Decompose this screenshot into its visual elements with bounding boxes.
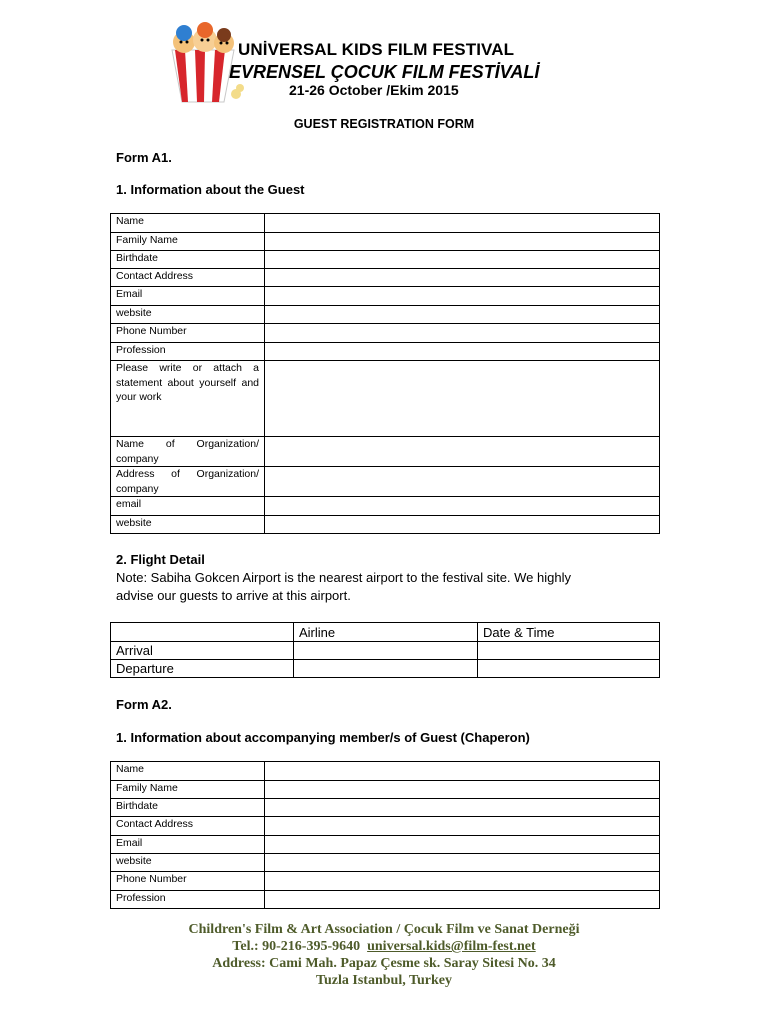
website-input[interactable] <box>265 306 660 324</box>
airport-note <box>116 569 651 605</box>
field-label: Birthdate <box>111 251 265 269</box>
field-label: Address of Organization/ company <box>111 467 265 497</box>
field-label: email <box>111 497 265 516</box>
table-row <box>111 467 660 497</box>
table-row <box>111 854 660 872</box>
statement-input[interactable] <box>265 361 660 437</box>
phone-number-input[interactable] <box>265 324 660 343</box>
field-label: Profession <box>111 891 265 909</box>
organization-name-input[interactable] <box>265 437 660 467</box>
guest-info-table <box>110 213 660 534</box>
field-label: Please write or attach a statement about yourself and your work <box>111 361 265 437</box>
organization-website-input[interactable] <box>265 516 660 534</box>
table-row <box>111 836 660 854</box>
footer-contact <box>0 938 768 955</box>
table-row <box>111 361 660 437</box>
airport-note-line2: advise our guests to arrive at this airport. <box>116 588 351 603</box>
chaperon-profession-input[interactable] <box>265 891 660 909</box>
flight-detail-table <box>110 622 660 678</box>
footer-address: Address: Cami Mah. Papaz Çesme sk. Saray Sitesi No. 34 <box>212 956 556 971</box>
field-label: Email <box>111 287 265 306</box>
birthdate-input[interactable] <box>265 251 660 269</box>
chaperon-family-name-input[interactable] <box>265 781 660 799</box>
table-row <box>111 343 660 361</box>
organization-address-input[interactable] <box>265 467 660 497</box>
table-row <box>111 799 660 817</box>
table-row <box>111 306 660 324</box>
email-input[interactable] <box>265 287 660 306</box>
airport-note-line1: Note: Sabiha Gokcen Airport is the nearest airport to the festival site. We highly <box>116 570 571 585</box>
table-row <box>111 251 660 269</box>
form-a1-label: Form A1. <box>116 150 172 165</box>
table-row <box>111 516 660 534</box>
footer-association: Children's Film & Art Association / Çocuk Film ve Sanat Derneği <box>188 922 580 937</box>
field-label: Profession <box>111 343 265 361</box>
row-label-arrival: Arrival <box>111 642 294 660</box>
table-row <box>111 233 660 251</box>
family-name-input[interactable] <box>265 233 660 251</box>
table-row <box>111 324 660 343</box>
field-label: website <box>111 306 265 324</box>
table-row <box>111 781 660 799</box>
table-row <box>111 891 660 909</box>
chaperon-email-input[interactable] <box>265 836 660 854</box>
field-label: Name <box>111 762 265 781</box>
table-row <box>111 872 660 891</box>
departure-airline-input[interactable] <box>294 660 478 678</box>
chaperon-info-table <box>110 761 660 909</box>
flight-detail-heading: 2. Flight Detail <box>116 552 205 567</box>
profession-input[interactable] <box>265 343 660 361</box>
footer-email-link[interactable]: universal.kids@film-fest.net <box>367 939 536 954</box>
chaperon-info-heading: 1. Information about accompanying member/s of Guest (Chaperon) <box>116 730 530 745</box>
table-row <box>111 269 660 287</box>
field-label: Name of Organization/ company <box>111 437 265 467</box>
table-row <box>111 642 660 660</box>
field-label: Contact Address <box>111 269 265 287</box>
form-title: GUEST REGISTRATION FORM <box>293 117 475 131</box>
festival-title-tr: EVRENSEL ÇOCUK FILM FESTİVALİ <box>229 62 540 82</box>
chaperon-name-input[interactable] <box>265 762 660 781</box>
row-label-departure: Departure <box>111 660 294 678</box>
arrival-date-time-input[interactable] <box>478 642 660 660</box>
field-label: Phone Number <box>111 324 265 343</box>
field-label: Birthdate <box>111 799 265 817</box>
festival-dates: 21-26 October /Ekim 2015 <box>289 82 459 98</box>
field-label: Contact Address <box>111 817 265 836</box>
field-label: website <box>111 854 265 872</box>
field-label: Name <box>111 214 265 233</box>
table-row <box>111 497 660 516</box>
guest-info-heading: 1. Information about the Guest <box>116 182 305 197</box>
contact-address-input[interactable] <box>265 269 660 287</box>
organization-email-input[interactable] <box>265 497 660 516</box>
table-row <box>111 214 660 233</box>
chaperon-website-input[interactable] <box>265 854 660 872</box>
table-row <box>111 623 660 642</box>
table-row <box>111 817 660 836</box>
table-row <box>111 660 660 678</box>
table-row <box>111 437 660 467</box>
footer-phone: Tel.: 90-216-395-9640 <box>232 939 361 954</box>
departure-date-time-input[interactable] <box>478 660 660 678</box>
chaperon-phone-number-input[interactable] <box>265 872 660 891</box>
footer <box>0 921 768 989</box>
form-a2-label: Form A2. <box>116 697 172 712</box>
table-row <box>111 287 660 306</box>
field-label: Phone Number <box>111 872 265 891</box>
column-header-blank <box>111 623 294 642</box>
chaperon-birthdate-input[interactable] <box>265 799 660 817</box>
column-header-airline: Airline <box>294 623 478 642</box>
field-label: website <box>111 516 265 534</box>
footer-city: Tuzla Istanbul, Turkey <box>315 973 453 988</box>
festival-title-en: UNİVERSAL KIDS FILM FESTIVAL <box>238 40 515 59</box>
chaperon-contact-address-input[interactable] <box>265 817 660 836</box>
column-header-date-time: Date & Time <box>478 623 660 642</box>
arrival-airline-input[interactable] <box>294 642 478 660</box>
name-input[interactable] <box>265 214 660 233</box>
field-label: Email <box>111 836 265 854</box>
table-row <box>111 762 660 781</box>
field-label: Family Name <box>111 781 265 799</box>
field-label: Family Name <box>111 233 265 251</box>
